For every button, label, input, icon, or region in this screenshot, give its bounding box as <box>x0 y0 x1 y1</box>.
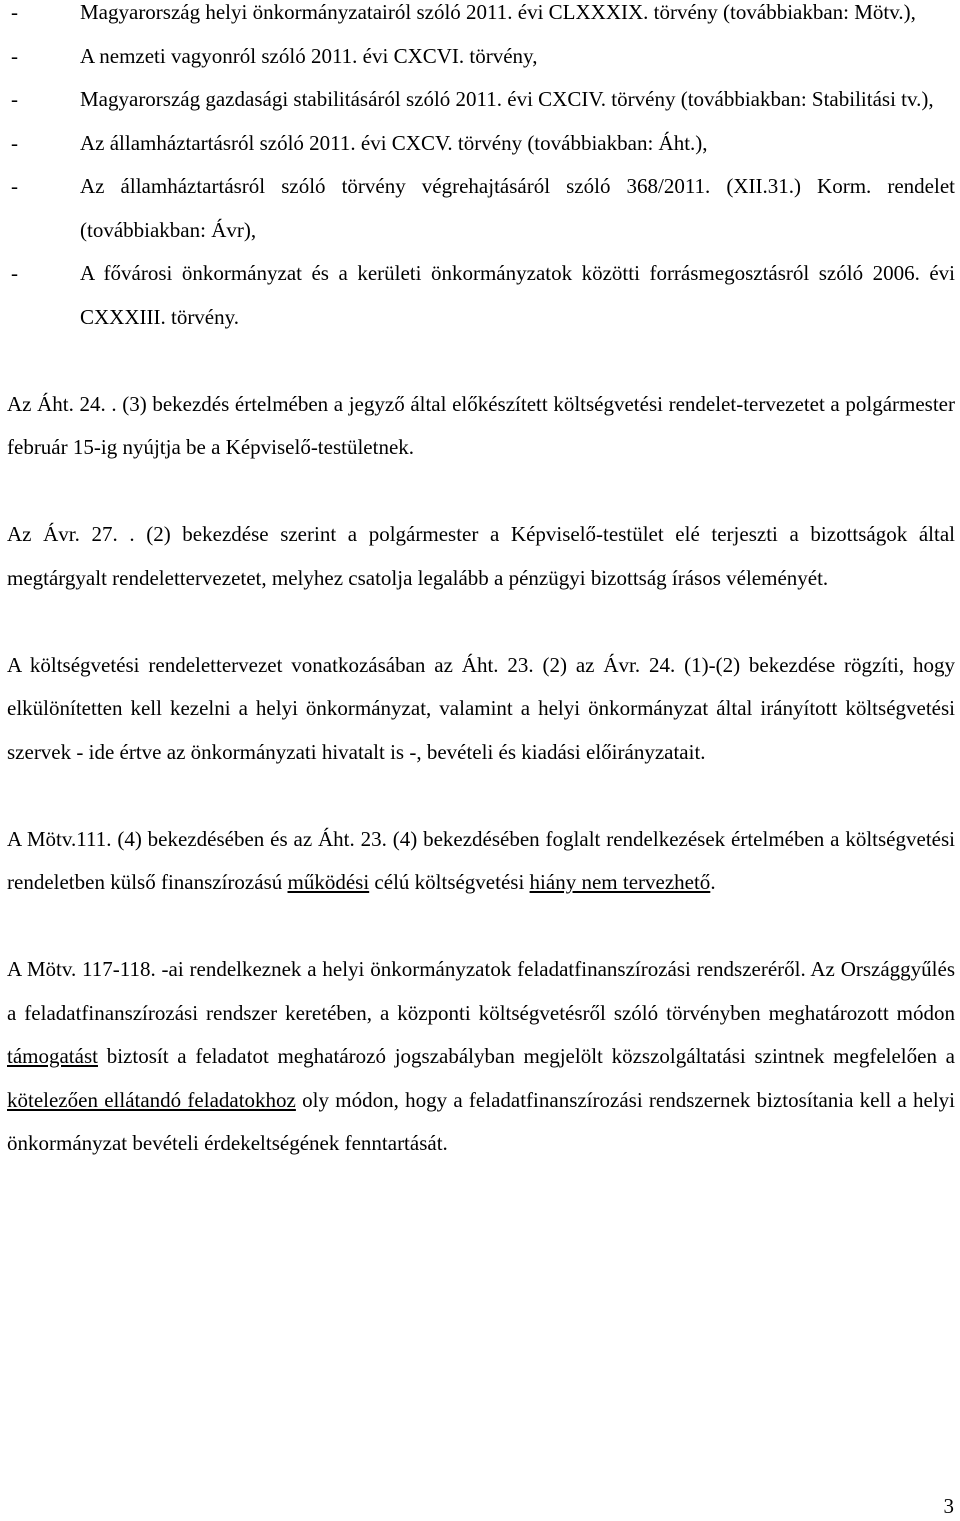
underlined-text: támogatást <box>7 1044 98 1068</box>
list-dash: - <box>11 43 18 68</box>
paragraph-koltsegvetesi: A költségvetési rendelettervezet vonatkozásában az Áht. 23. (2) az Ávr. 24. (1)-(2) bekezdése rögzíti, hogy elkülönítetten kell kezelni a helyi önkormányzat, valamint a helyi önkormányzat által irányított költségvetési szervek - ide értve az önkormányzati hivatalt is -, bevételi és kiadási előirányzatait. <box>7 652 955 764</box>
paragraph-gap <box>7 774 955 818</box>
list-item-text: Az államháztartásról szóló törvény végrehajtásáról szóló 368/2011. (XII.31.) Korm. rendelet (továbbiakban: Ávr), <box>80 174 955 242</box>
page-number: 3 <box>943 1494 954 1518</box>
list-dash: - <box>11 130 18 155</box>
list-dash: - <box>11 261 18 285</box>
list-item-text: A fővárosi önkormányzat és a kerületi önkormányzatok közötti forrásmegosztásról szóló 2006. évi CXXXIII. törvény. <box>80 261 955 329</box>
list-item-text: Az államháztartásról szóló 2011. évi CXCV. törvény (továbbiakban: Áht.), <box>80 130 708 155</box>
text-run: célú költségvetési <box>369 870 530 894</box>
list-dash: - <box>11 174 18 198</box>
list-item <box>7 35 955 79</box>
list-item-text: Magyarország helyi önkormányzatairól szóló 2011. évi CLXXXIX. törvény (továbbiakban: Mötv.), <box>80 0 916 24</box>
document-page <box>7 0 955 1166</box>
paragraph-gap <box>7 905 955 949</box>
list-item-text: Magyarország gazdasági stabilitásáról szóló 2011. évi CXCIV. törvény (továbbiakban: Stabilitási tv.), <box>80 87 934 111</box>
list-dash: - <box>11 87 18 111</box>
list-item <box>7 165 955 252</box>
text-run: A Mötv.111. (4) bekezdésében és az Áht. 23. (4) bekezdésében foglalt rendelkezések értelmében a költségvetési rendeletben külső finanszírozású <box>7 826 955 894</box>
underlined-text: kötelezően ellátandó feladatokhoz <box>7 1087 296 1112</box>
text-run: oly módon, hogy a feladatfinanszírozási rendszernek biztosítania kell a helyi önkormányzat bevételi érdekeltségének fenntartását. <box>7 1087 955 1155</box>
paragraph-motv-117 <box>7 948 955 1166</box>
underlined-text: hiány nem tervezhető <box>529 870 711 894</box>
list-item <box>7 78 955 122</box>
list-dash: - <box>11 0 18 24</box>
text-run: biztosít a feladatot meghatározó jogszabályban megjelölt közszolgáltatási szintnek megfelelően a <box>97 1044 955 1068</box>
paragraph-gap <box>7 470 955 514</box>
paragraph-motv-111 <box>7 818 955 905</box>
list-item-text: A nemzeti vagyonról szóló 2011. évi CXCVI. törvény, <box>80 43 538 68</box>
list-item <box>7 0 955 35</box>
list-item <box>7 122 955 166</box>
paragraph-avr-27: Az Ávr. 27. . (2) bekezdése szerint a polgármester a Képviselő-testület elé terjeszti a bizottságok által megtárgyalt rendelettervezetet, melyhez csatolja legalább a pénzügyi bizottság írásos véleményét. <box>7 522 955 590</box>
text-run: A Mötv. 117-118. -ai rendelkeznek a helyi önkormányzatok feladatfinanszírozási rendszeréről. Az Országgyűlés a feladatfinanszírozási rendszer keretében, a központi költségvetésről szóló törvényben meghatározott módon <box>7 957 955 1025</box>
legal-reference-list <box>7 0 955 339</box>
text-run: . <box>710 870 716 894</box>
paragraph-gap <box>7 339 955 383</box>
underlined-text: működési <box>287 870 370 894</box>
paragraph-aht-24: Az Áht. 24. . (3) bekezdés értelmében a jegyző által előkészített költségvetési rendelet-tervezetet a polgármester február 15-ig nyújtja be a Képviselő-testületnek. <box>7 391 955 459</box>
paragraph-gap <box>7 600 955 644</box>
list-item <box>7 252 955 339</box>
